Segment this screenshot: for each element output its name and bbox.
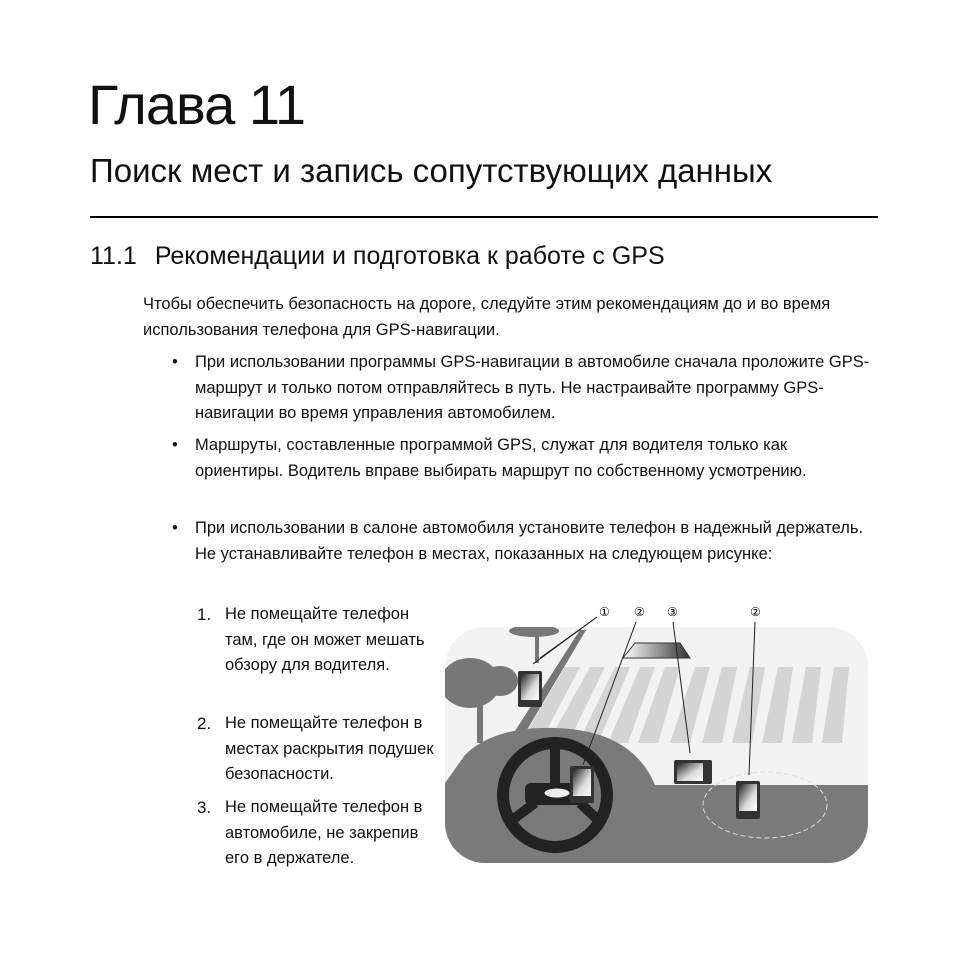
item-text: Не помещайте телефон в автомобиле, не закрепив его в держателе. xyxy=(225,798,423,867)
bullet-text: При использовании в салоне автомобиля установите телефон в надежный держатель. Не устанавливайте телефон в местах, показанных на следующем рисунке: xyxy=(195,519,864,563)
divider xyxy=(90,216,878,218)
phone-icon xyxy=(736,781,760,819)
numbered-item xyxy=(197,795,427,872)
item-text: Не помещайте телефон в местах раскрытия подушек безопасности. xyxy=(225,714,434,783)
numbered-item xyxy=(197,602,442,679)
car-phone-placement-illustration xyxy=(440,595,870,870)
callout-label: ③ xyxy=(667,605,678,619)
section-title: Рекомендации и подготовка к работе с GPS xyxy=(154,242,665,270)
item-text: Не помещайте телефон там, где он может мешать обзору для водителя. xyxy=(225,605,425,674)
chapter-title: Глава 11 xyxy=(88,73,305,136)
callout-label: ② xyxy=(634,605,645,619)
bullet-text: При использовании программы GPS-навигации в автомобиле сначала проложите GPS-маршрут и только потом отправляйтесь в путь. Не настраивайте программу GPS-навигации во время управления автомобилем. xyxy=(195,353,870,422)
section-heading xyxy=(90,242,665,271)
item-number: 3. xyxy=(197,798,212,817)
phone-icon xyxy=(674,760,712,784)
section-number: 11.1 xyxy=(90,242,137,270)
chapter-subtitle: Поиск мест и запись сопутствующих данных xyxy=(90,152,773,189)
callout-label: ① xyxy=(599,605,610,619)
scene xyxy=(440,625,870,870)
item-number: 2. xyxy=(197,714,212,733)
callout-label: ② xyxy=(750,605,761,619)
rearview-mirror-icon xyxy=(623,643,690,658)
bullet-item xyxy=(172,516,872,567)
bullet-item xyxy=(172,350,872,427)
bullet-item xyxy=(172,433,832,484)
bullet-text: Маршруты, составленные программой GPS, служат для водителя только как ориентиры. Водитель вправе выбирать маршрут по собственному усмотрению. xyxy=(195,436,807,480)
numbered-item xyxy=(197,711,442,788)
bullet-icon: • xyxy=(172,436,178,454)
phone-icon xyxy=(570,766,594,803)
bullet-icon: • xyxy=(172,353,178,371)
phone-icon xyxy=(518,671,542,707)
bullet-icon: • xyxy=(172,519,178,537)
intro-paragraph: Чтобы обеспечить безопасность на дороге, следуйте этим рекомендациям до и во время использования телефона для GPS-навигации. xyxy=(143,295,831,339)
item-number: 1. xyxy=(197,605,212,624)
